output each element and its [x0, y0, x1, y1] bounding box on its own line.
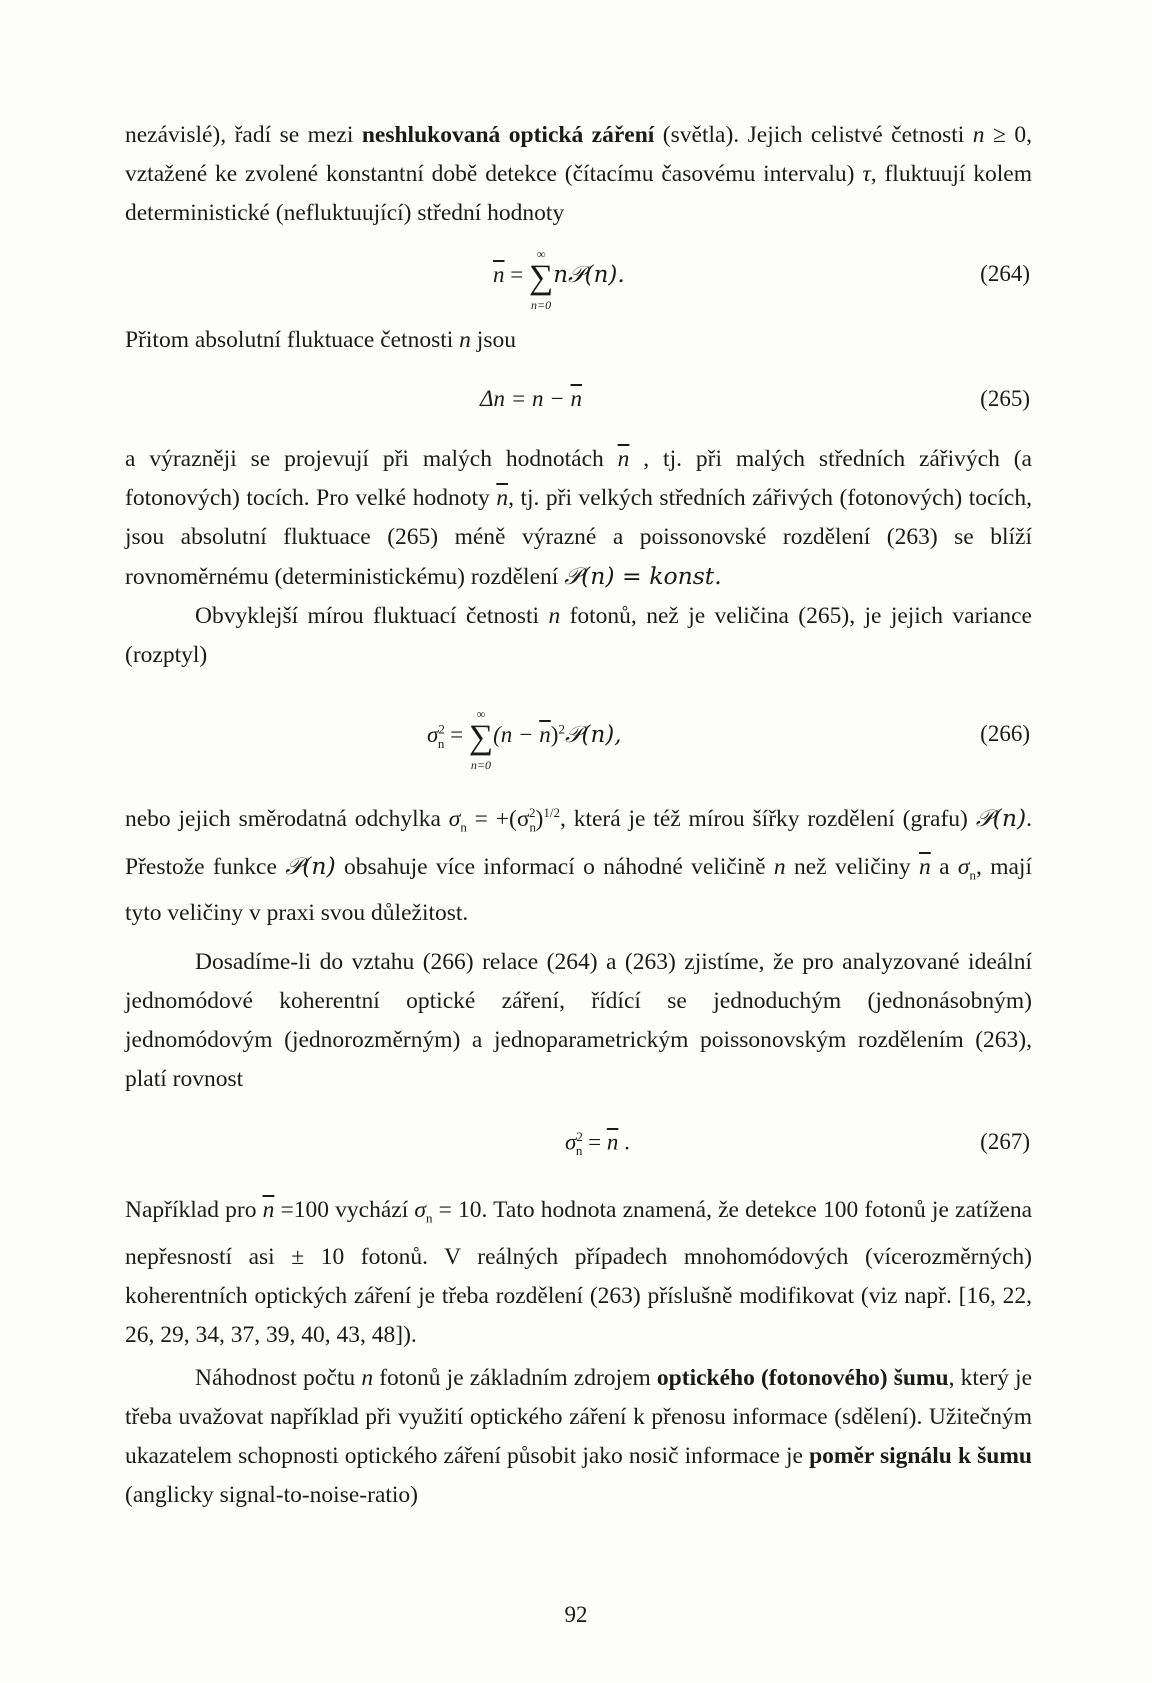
- equation-number: (265): [980, 386, 1030, 411]
- paragraph-7: Například pro $\overline{n} =100$ vychází $\sigma_n = 10$. Tato hodnota znamená, že detekce 100 fotonů je zatížena nepřesností asi ± 10 fotonů. V reálných případech mnohomódových (vícerozměrných) koherentních optických záření je třeba rozdělení (263) příslušně modifikovat (viz např. [16, 22, 26, 29, 34, 37, 39, 40, 43, 48]).: [125, 1197, 1032, 1348]
- equation-number: (264): [980, 261, 1030, 286]
- equation-266-row: [125, 675, 1032, 793]
- bold-term: optického (fotonového) šumu: [656, 1364, 949, 1391]
- page-number: 92: [564, 1602, 588, 1627]
- paragraph-1: nezávislé), řadí se mezi neshlukovaná optická záření (světla). Jejich celistvé četnosti n ≥ 0, vztažené ke zvolené konstantní době detekce (čítacímu časovému intervalu) τ, fluktuují kolem deterministické (nefluktuující) střední hodnoty: [125, 122, 1032, 226]
- equation-number: (266): [980, 721, 1030, 746]
- equation-number: (267): [980, 1129, 1030, 1155]
- paragraph-4: Obvyklejší mírou fluktuací četnosti n fotonů, než je veličina (265), je jejich variance (rozptyl): [125, 603, 1032, 668]
- paragraph-2: Přitom absolutní fluktuace četnosti n jsou: [125, 327, 516, 353]
- sum-symbol: ∞ ∑ n=0: [468, 707, 494, 772]
- equation-264: $\overline{n}$ = ∞ ∑ n=0 n𝒫(n).: [493, 247, 625, 312]
- equation-265: $\Delta n = n - \overline{n}$: [480, 386, 583, 411]
- paragraph-5: nebo jejich směrodatná odchylka $\sigma_n = +(\sigma_n^2)^{1/2}$, která je též mírou šířky rozdělení (grafu) 𝒫(n). Přestože funkce 𝒫(n) obsahuje více informací o náhodné veličině n než veličiny $\overline{n}$ a $\sigma_n$, mají tyto veličiny v praxi svou důležitost.: [125, 803, 1033, 927]
- sum-symbol: ∞ ∑ n=0: [528, 247, 554, 312]
- equation-264-row: [125, 233, 1032, 313]
- paragraph-6: Dosadíme-li do vztahu (266) relace (264) a (263) zjistíme, že pro analyzované ideální jednomódové koherentní optické záření, řídící se jednoduchým (jednonásobným) jednomódovým (jednorozměrným) a jednoparametrickým poissonovským rozdělením (263), platí rovnost: [125, 949, 1032, 1093]
- equation-267: $\sigma^2_n = \overline{n}$ .: [565, 1129, 630, 1159]
- equation-266: $\sigma^2_n$ = ∞ ∑ n=0 $(n - \overline{n})^2𝒫(n)$,: [427, 707, 622, 772]
- bold-term: neshlukovaná optická záření: [361, 122, 655, 148]
- equation-265-row: [125, 360, 1032, 440]
- paragraph-3: a výrazněji se projevují při malých hodnotách $\overline{n}$ , tj. při malých středních zářivých (a fotonových) tocích. Pro velké hodnoty $\overline{n}$, tj. při velkých středních zářivých (fotonových) tocích, jsou absolutní fluktuace (265) méně výrazné a poissonovské rozdělení (263) se blíží rovnoměrnému (deterministickému) rozdělení 𝒫(n) = konst.: [125, 446, 1032, 590]
- equation-267-row: [125, 1099, 1032, 1185]
- paragraph-8: Náhodnost počtu n fotonů je základním zdrojem optického (fotonového) šumu, který je třeba uvažovat například při využití optického záření k přenosu informace (sdělení). Užitečným ukazatelem schopnosti optického záření působit jako nosič informace je poměr signálu k šumu (anglicky signal-to-noise-ratio): [125, 1364, 1032, 1508]
- bold-term: poměr signálu k šumu: [809, 1442, 1032, 1469]
